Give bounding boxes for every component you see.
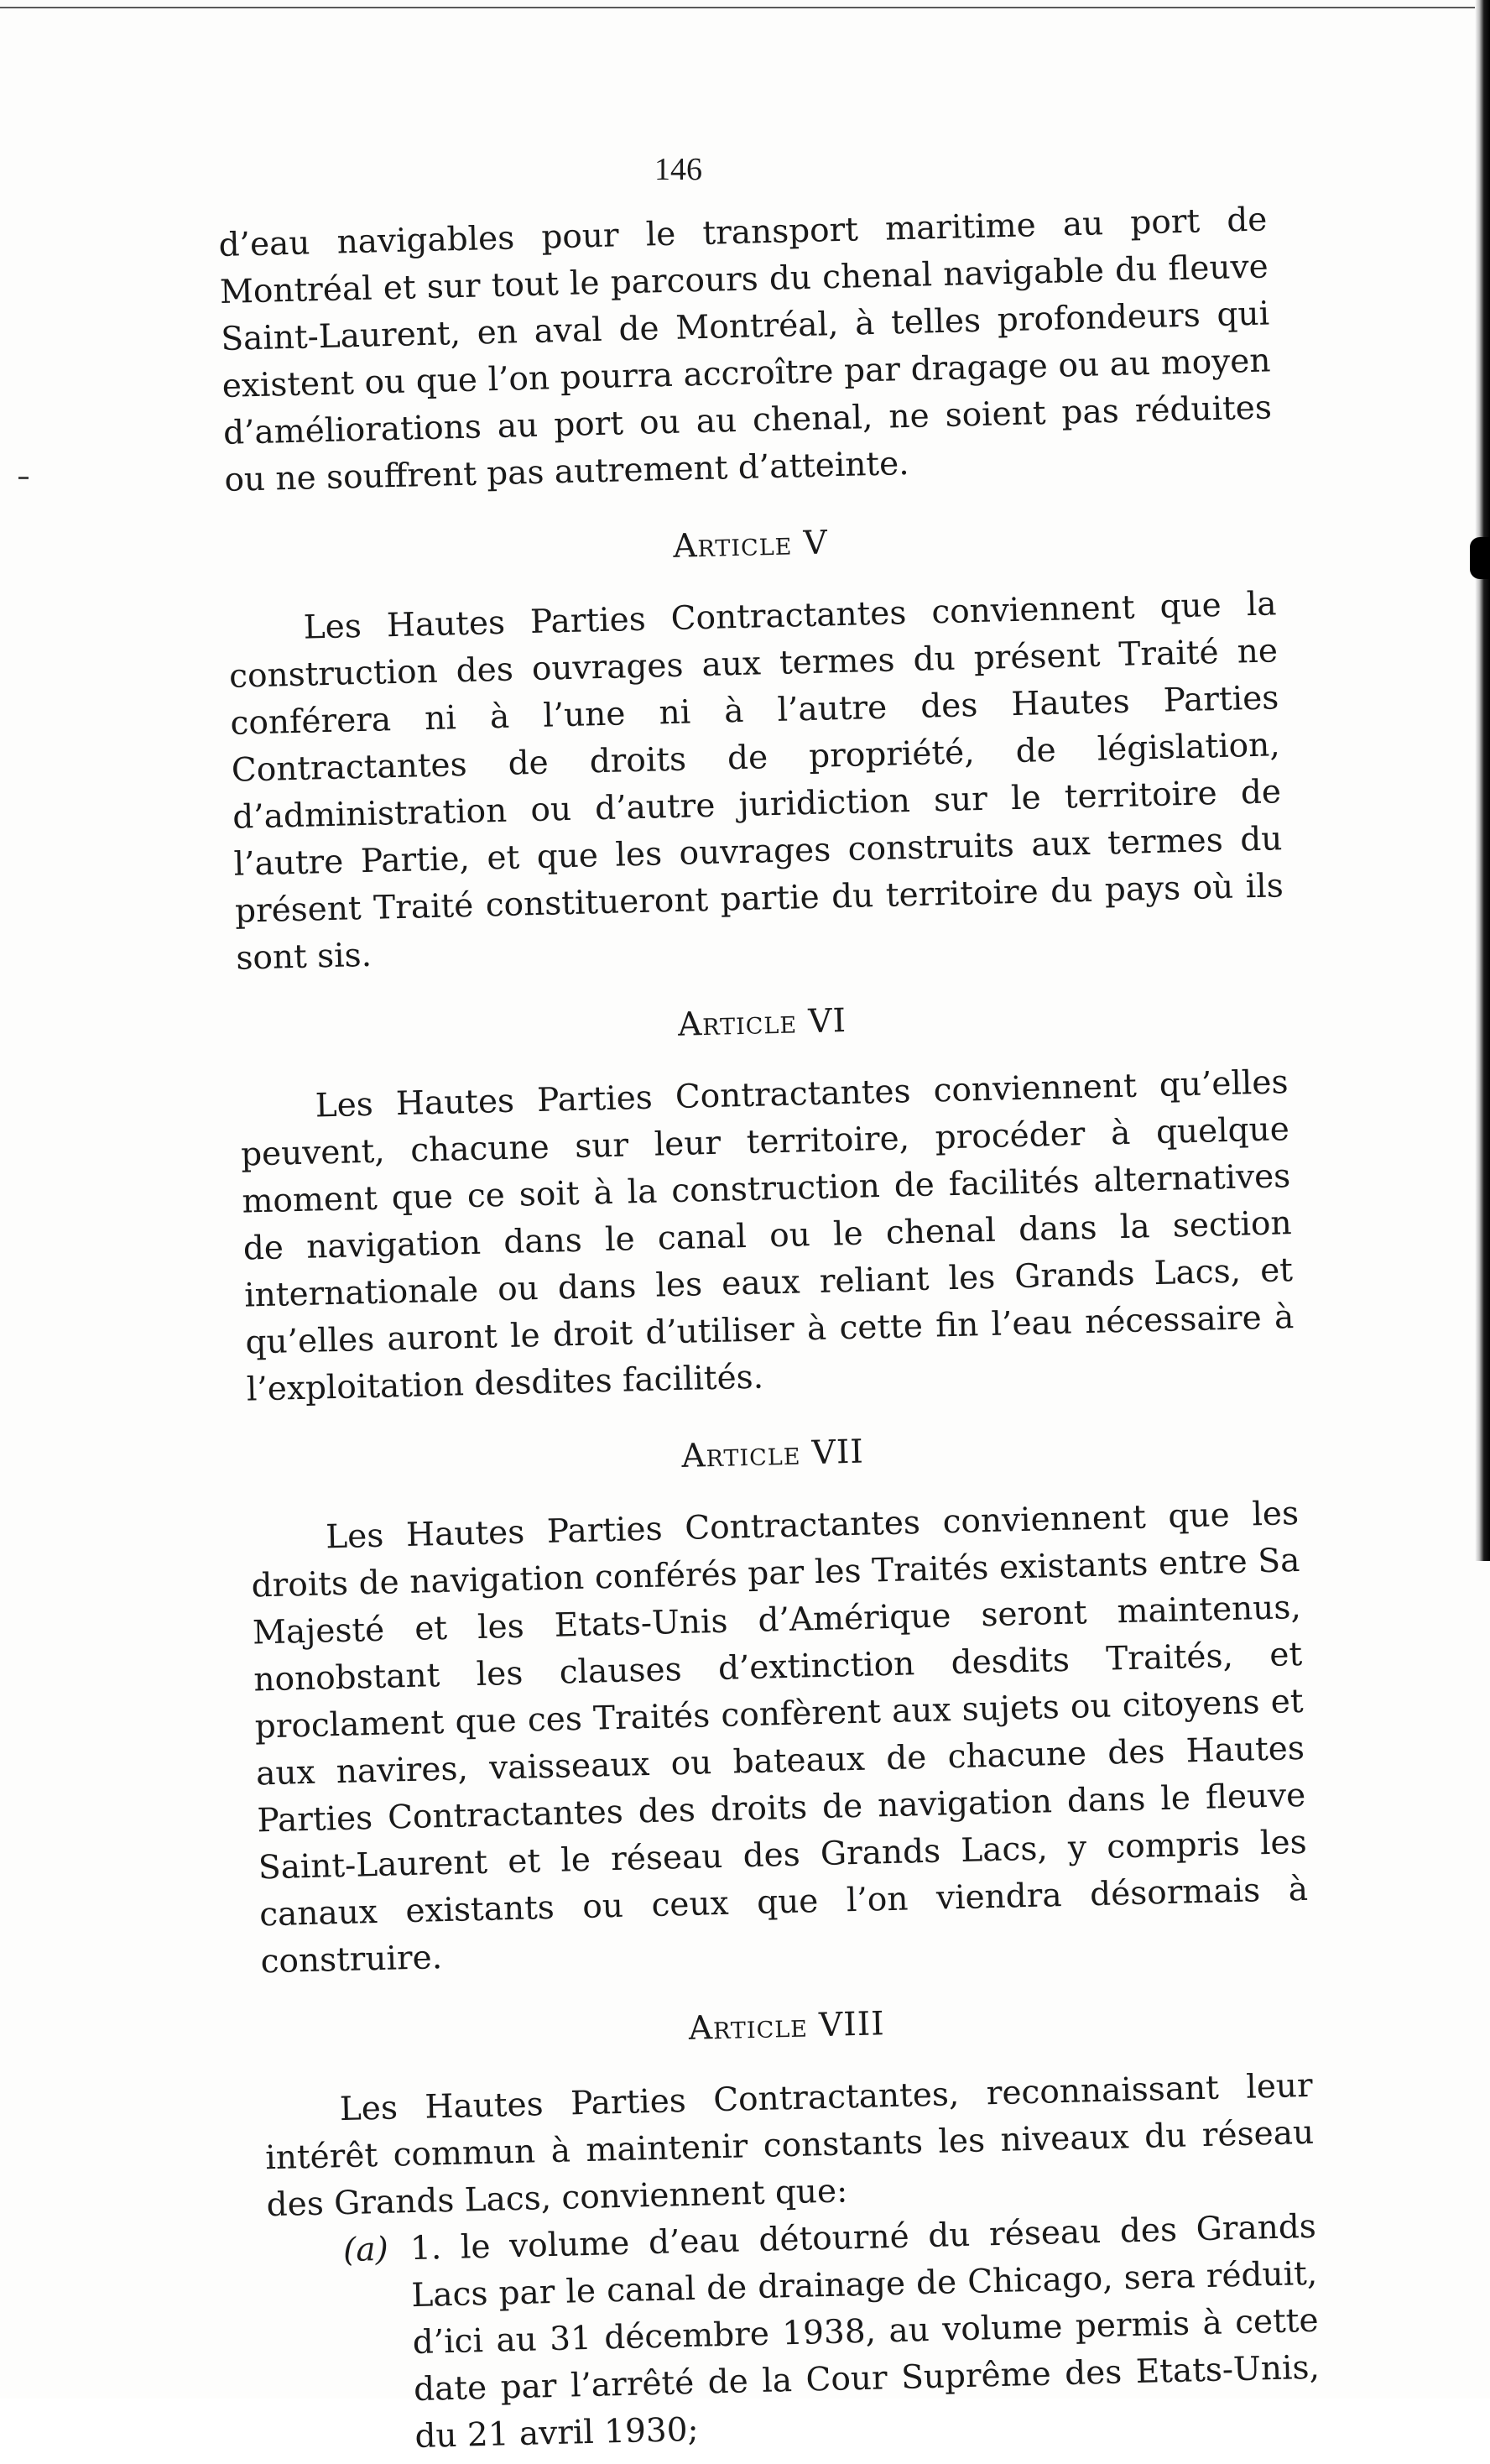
article-v-text: Les Hautes Parties Contractantes conviennent que la construction des ouvrages aux termes du présent Traité ne conférera ni à l’une ni à l’autre des Hautes Parties Contractantes de droits de propriété, de législation, d’administration ou d’autre juridiction sur le territoire de l’autre Partie, et que les ouvrages construits aux termes du présent Traité constitueront partie du territoire du pays où ils sont sis. <box>228 585 1284 978</box>
binding-shadow <box>1475 0 1490 1561</box>
list-item-a <box>342 2204 1321 2462</box>
list-marker: (a) <box>342 2230 389 2270</box>
article-v-heading: Article V <box>672 524 829 566</box>
article-vi-text: Les Hautes Parties Contractantes conviennent qu’elles peuvent, chacune sur leur territoire, procéder à quelque moment que ce soit à la construction de facilités alternatives de navigation dans le canal ou le chenal dans la section internationale ou dans les eaux reliant les Grands Lacs, et qu’elles auront le droit d’utiliser à cette fin l’eau nécessaire à l’exploitation desdites facilités. <box>240 1063 1295 1409</box>
page-number: 146 <box>654 152 702 187</box>
top-scan-rule <box>0 7 1477 8</box>
article-vi-heading: Article VI <box>677 1001 847 1044</box>
binding-notch <box>1470 537 1490 579</box>
article-viii-text: Les Hautes Parties Contractantes, reconnaissant leur intérêt commun à maintenir constants les niveaux du réseau des Grands Lacs, conviennent que: <box>264 2066 1315 2225</box>
margin-mark <box>18 477 29 479</box>
article-viii-heading: Article VIII <box>688 2005 886 2048</box>
article-vii-heading: Article VII <box>680 1433 865 1475</box>
page-body <box>218 196 1321 2464</box>
article-vii-text: Les Hautes Parties Contractantes conviennent que les droits de navigation conférés par les Traités existants entre Sa Majesté et les Etats-Unis d’Amérique seront maintenus, nonobstant les clauses d’extinction desdits Traités, et proclament que ces Traités confèrent aux sujets ou citoyens et aux navires, vaisseaux ou bateaux de chacune des Hautes Parties Contractantes des droits de navigation dans le fleuve Saint-Laurent et le réseau des Grands Lacs, y compris les canaux existants ou ceux que l’on viendra désormais à construire. <box>251 1494 1309 1981</box>
intro-paragraph: d’eau navigables pour le transport maritime au port de Montréal et sur tout le parcours du chenal navigable du fleuve Saint-Laurent, en aval de Montréal, à telles profondeurs qui existent ou que l’on pourra accroître par dragage ou au moyen d’améliorations au port ou au chenal, ne soient pas réduites ou ne souffrent pas autrement d’atteinte. <box>218 201 1273 499</box>
list-item-text: 1. le volume d’eau détourné du réseau des Grands Lacs par le canal de drainage de Chicago, sera réduit, d’ici au 31 décembre 1938, au volume permis à cette date par l’arrêté de la Cour Suprême des Etats-Unis, du 21 avril 1930; <box>409 2207 1321 2456</box>
